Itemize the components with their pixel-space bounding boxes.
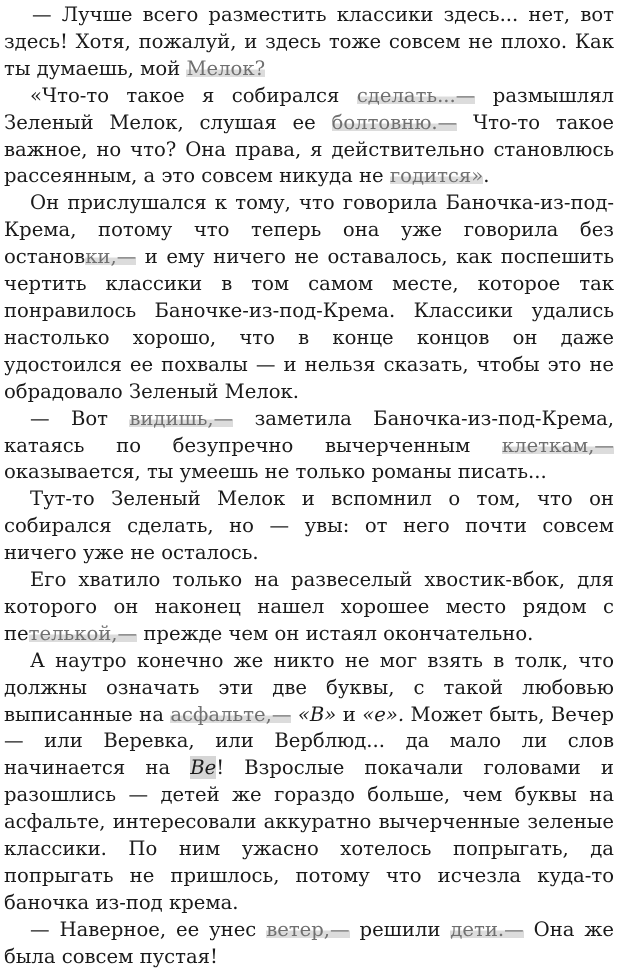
highlighted-word: ветер,— bbox=[266, 917, 350, 941]
text: и ему ничего не оставалось, как поспешить чертить классики в том самом месте, которое так понравилось Баночке-из-под-Крема. Классики удались настолько хорошо, что в конце концов он даже удостоился ее похвалы — и нельзя сказать, чтобы это не обрадовало Зеленый Мелок. bbox=[4, 245, 614, 403]
text: — Вот bbox=[30, 406, 130, 430]
paragraph-6 bbox=[4, 567, 614, 648]
text: прежде чем он истаял окончательно. bbox=[137, 621, 534, 645]
italic-letter: «В» bbox=[297, 702, 337, 726]
text: Что-то такое важное, но что? Она права, я действительно становлюсь рассеянным, а это совсем никуда не bbox=[4, 110, 615, 188]
paragraph-1 bbox=[4, 2, 614, 83]
italic-letter: «е». bbox=[362, 702, 405, 726]
text: размышлял Зеленый Мелок, слушая ее bbox=[4, 83, 614, 134]
highlighted-word: болтовню.— bbox=[331, 110, 458, 134]
highlighted-word: телькой,— bbox=[28, 621, 138, 645]
text: заметила Баночка-из-под-Крема, катаясь по безупречно вычерченным bbox=[4, 406, 614, 457]
paragraph-3 bbox=[4, 190, 614, 405]
text: — Лучше всего разместить классики здесь... нет, вот здесь! Хотя, пожалуй, и здесь тоже совсем не плохо. Как ты думаешь, мой bbox=[4, 3, 614, 80]
paragraph-4 bbox=[4, 406, 614, 487]
text: . bbox=[483, 164, 490, 188]
highlighted-word: асфальте,— bbox=[170, 702, 292, 726]
text: — Наверное, ее унес bbox=[30, 917, 267, 941]
highlighted-word: клеткам,— bbox=[501, 433, 614, 457]
text: «Что-то такое я собирался bbox=[30, 83, 357, 107]
text: решили bbox=[349, 917, 451, 941]
highlighted-word: ки,— bbox=[85, 245, 137, 269]
text: Она же была совсем пустая! bbox=[4, 917, 614, 968]
text: Он прислушался к тому, что говорила Баночка-из-под-Крема, потому что теперь она уже говорила без останов bbox=[4, 191, 614, 269]
highlighted-word: видишь,— bbox=[129, 406, 234, 430]
text: ! Взрослые покачали головами и разошлись — детей же гораздо больше, чем буквы на асфальте, интересовали аккуратно вычерченные зеленые классики. По ним ужасно хотелось попрыгать, да попрыгать не пришлось, потому что исчезла куда-то баночка из-под крема. bbox=[4, 756, 614, 914]
highlighted-word: дети.— bbox=[450, 917, 524, 941]
paragraph-5 bbox=[4, 486, 614, 567]
paragraph-7 bbox=[4, 648, 614, 917]
paragraph-8 bbox=[4, 917, 614, 971]
text: А наутро конечно же никто не мог взять в толк, что должны означать эти две буквы, с такой любовью выписанные на bbox=[4, 648, 614, 726]
text: оказывается, ты умеешь не только романы писать... bbox=[4, 460, 547, 484]
paragraph-2 bbox=[4, 83, 614, 191]
highlighted-italic-syllable: Ве bbox=[190, 756, 217, 780]
text: и bbox=[336, 702, 363, 726]
text: Может быть, Вечер — или Веревка, или Верблюд... да мало ли слов начинается на bbox=[4, 702, 614, 780]
highlighted-word: Мелок? bbox=[186, 56, 266, 80]
highlighted-word: годится» bbox=[389, 164, 484, 188]
text: Тут-то Зеленый Мелок и вспомнил о том, что он собирался сделать, но — увы: от него почти совсем ничего уже не осталось. bbox=[4, 487, 614, 565]
text: Его хватило только на развеселый хвостик-вбок, для которого он наконец нашел хорошее место рядом с пе bbox=[4, 568, 614, 645]
highlighted-word: сделать...— bbox=[356, 83, 476, 107]
